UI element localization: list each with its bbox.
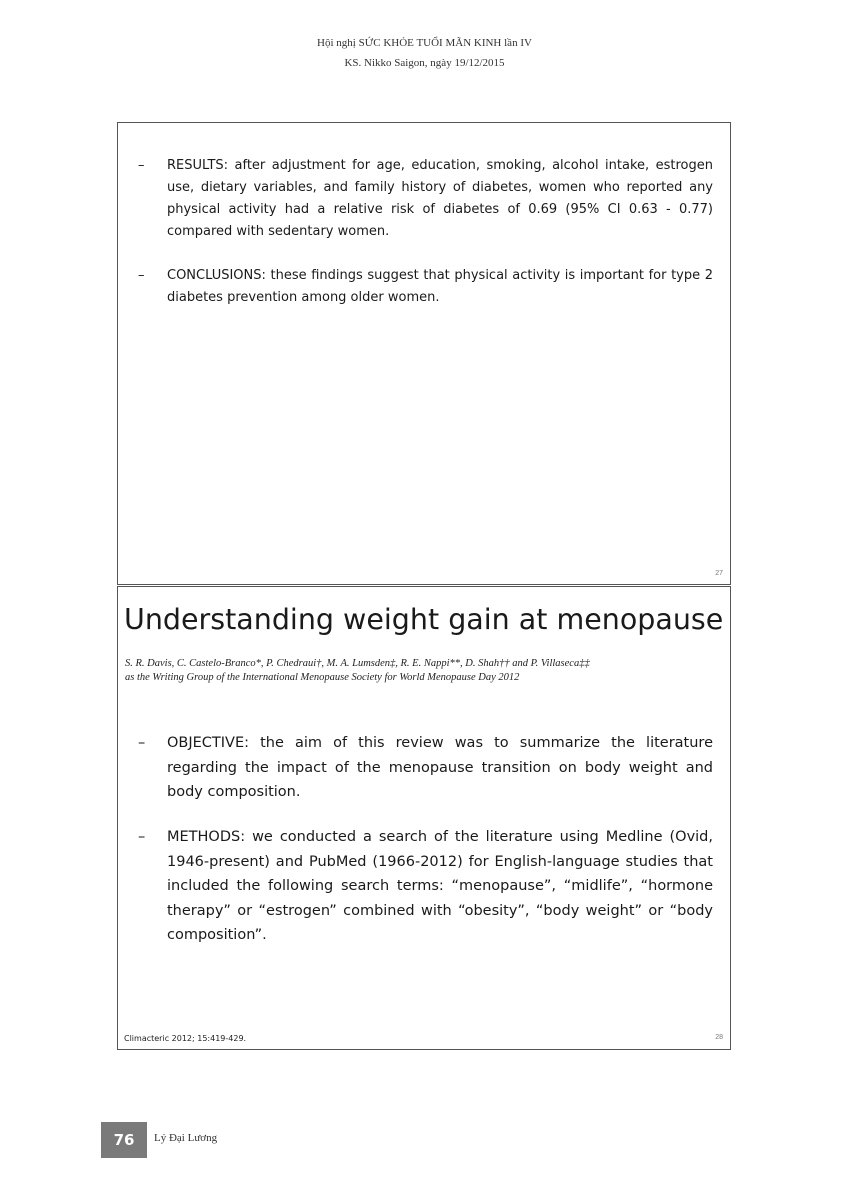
conference-venue-date: KS. Nikko Saigon, ngày 19/12/2015 (344, 57, 505, 69)
bullet-text: METHODS: we conducted a search of the literature using Medline (Ovid, 1946-present) and PubMed (1966-2012) for English-language studies that included the following search terms: “menopause”, “midlife”, “hormone therapy” or “estrogen” combined with “obesity”, “body weight” or “body composition”. (167, 829, 713, 943)
author-list (125, 657, 590, 685)
bullet-dash: – (138, 268, 145, 283)
page-number: 76 (113, 1131, 135, 1149)
bullet-methods (138, 825, 713, 948)
citation: Climacteric 2012; 15:419-429. (124, 1034, 247, 1043)
authors-line-1: S. R. Davis, C. Castelo-Branco*, P. Chedraui†, M. A. Lumsden‡, R. E. Nappi**, D. Shah†† and P. Villaseca‡‡ (125, 658, 590, 669)
bullet-text: CONCLUSIONS: these findings suggest that physical activity is important for type 2 diabetes prevention among older women. (167, 268, 713, 305)
footer-author: Lý Đại Lương (154, 1132, 218, 1144)
bullet-text: RESULTS: after adjustment for age, education, smoking, alcohol intake, estrogen use, dietary variables, and family history of diabetes, women who reported any physical activity had a relative risk of diabetes of 0.69 (95% CI 0.63 - 0.77) compared with sedentary women. (167, 158, 713, 239)
slide-title: Understanding weight gain at menopause (124, 603, 724, 636)
slide-number: 28 (715, 1034, 723, 1041)
bullet-objective (138, 731, 713, 805)
conference-title: Hội nghị SỨC KHỎE TUỔI MÃN KINH lần IV (317, 37, 532, 49)
bullet-dash: – (138, 158, 145, 173)
slide-number: 27 (715, 570, 723, 577)
page-number-box (101, 1122, 147, 1158)
authors-line-2: as the Writing Group of the International Menopause Society for World Menopause Day 2012 (125, 672, 520, 683)
bullet-results (138, 155, 713, 243)
bullet-dash: – (138, 829, 146, 845)
bullet-text: OBJECTIVE: the aim of this review was to summarize the literature regarding the impact of the menopause transition on body weight and body composition. (167, 735, 713, 800)
bullet-conclusions (138, 265, 713, 309)
slide-27 (117, 122, 731, 585)
slide-28 (117, 586, 731, 1050)
bullet-dash: – (138, 735, 146, 751)
